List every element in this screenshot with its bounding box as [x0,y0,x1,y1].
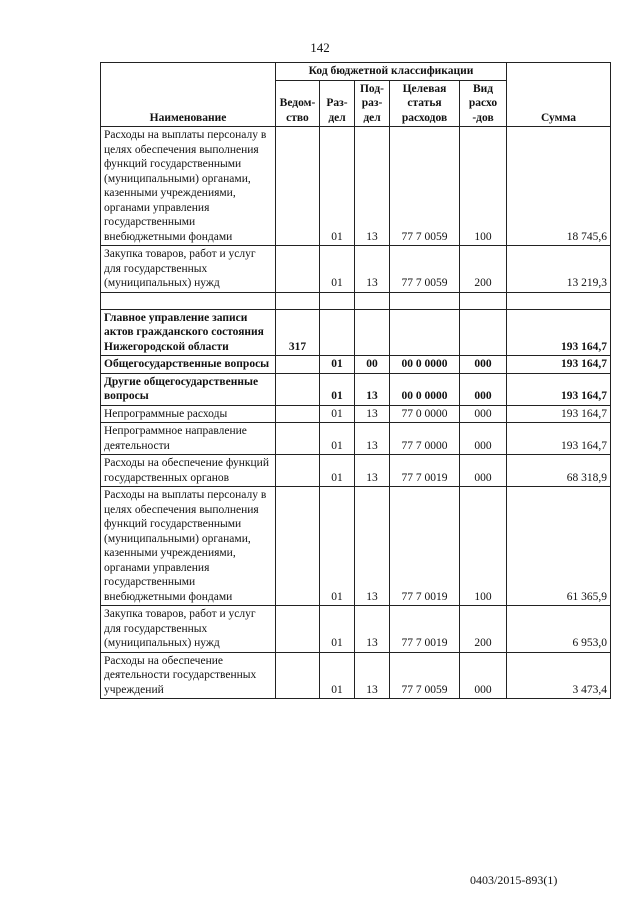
row-name: Общегосударственные вопросы [101,356,276,374]
row-exp-type: 200 [460,246,507,293]
row-name: Расходы на обеспечение функций государственных органов [101,455,276,487]
table-row [101,246,611,293]
row-subsection: 13 [355,455,390,487]
row-target: 77 7 0059 [390,127,460,246]
row-name: Непрограммные расходы [101,405,276,423]
table-row [101,309,611,356]
row-subsection: 13 [355,487,390,606]
table-body [101,127,611,699]
row-target [390,309,460,356]
header-sum: Сумма [507,63,611,127]
empty-cell [276,292,320,309]
row-exp-type [460,309,507,356]
row-target: 77 7 0000 [390,423,460,455]
table-row [101,423,611,455]
row-section: 01 [320,246,355,293]
row-dept [276,487,320,606]
header-name: Наименование [101,63,276,127]
row-exp-type: 000 [460,356,507,374]
row-target: 77 0 0000 [390,405,460,423]
row-subsection: 13 [355,246,390,293]
empty-cell [507,292,611,309]
row-name: Другие общегосударственные вопросы [101,373,276,405]
header-code-group: Код бюджетной классификации [276,63,507,81]
header-dept: Ведом-ство [276,80,320,127]
table-row [101,127,611,246]
header-subsection: Под-раз-дел [355,80,390,127]
row-sum: 193 164,7 [507,356,611,374]
table-row [101,373,611,405]
row-sum: 193 164,7 [507,423,611,455]
row-target: 77 7 0059 [390,246,460,293]
page-number: 142 [310,40,330,55]
row-dept [276,373,320,405]
row-subsection: 13 [355,405,390,423]
table-row [101,405,611,423]
row-exp-type: 100 [460,127,507,246]
row-dept [276,423,320,455]
row-name: Главное управление записи актов гражданского состояния Нижегородской области [101,309,276,356]
row-subsection: 13 [355,423,390,455]
row-subsection: 13 [355,606,390,653]
row-dept [276,127,320,246]
row-subsection: 00 [355,356,390,374]
row-section: 01 [320,127,355,246]
row-name: Расходы на выплаты персоналу в целях обеспечения выполнения функций государственными (муниципальными) органами, казенными учреждениями, органами управления государственными внебюджетными фондами [101,487,276,606]
row-sum: 193 164,7 [507,373,611,405]
row-target: 77 7 0059 [390,652,460,699]
row-section: 01 [320,356,355,374]
row-exp-type: 000 [460,373,507,405]
row-sum: 3 473,4 [507,652,611,699]
row-subsection: 13 [355,652,390,699]
row-dept [276,652,320,699]
empty-cell [390,292,460,309]
table-row [101,487,611,606]
row-target: 77 7 0019 [390,487,460,606]
row-exp-type: 000 [460,423,507,455]
table-row [101,356,611,374]
row-exp-type: 000 [460,455,507,487]
row-subsection: 13 [355,127,390,246]
row-subsection: 13 [355,373,390,405]
row-sum: 61 365,9 [507,487,611,606]
footer-code: 0403/2015-893(1) [470,873,558,887]
table-row [101,652,611,699]
row-dept [276,455,320,487]
budget-table [100,62,611,699]
row-target: 77 7 0019 [390,606,460,653]
row-name: Расходы на выплаты персоналу в целях обеспечения выполнения функций государственными (муниципальными) органами, казенными учреждениями, органами управления государственными внебюджетными фондами [101,127,276,246]
row-section [320,309,355,356]
row-section: 01 [320,606,355,653]
row-exp-type: 000 [460,405,507,423]
empty-cell [355,292,390,309]
row-name: Непрограммное направление деятельности [101,423,276,455]
row-sum: 6 953,0 [507,606,611,653]
row-section: 01 [320,652,355,699]
row-section: 01 [320,423,355,455]
table-row [101,455,611,487]
row-name: Расходы на обеспечение деятельности государственных учреждений [101,652,276,699]
row-dept [276,606,320,653]
row-sum: 193 164,7 [507,309,611,356]
row-dept [276,356,320,374]
row-target: 00 0 0000 [390,356,460,374]
row-target: 00 0 0000 [390,373,460,405]
table-row [101,606,611,653]
row-sum: 193 164,7 [507,405,611,423]
empty-cell [320,292,355,309]
header-section: Раз-дел [320,80,355,127]
row-section: 01 [320,373,355,405]
row-sum: 13 219,3 [507,246,611,293]
row-dept [276,246,320,293]
header-exp-type: Вид расхо -дов [460,80,507,127]
empty-cell [460,292,507,309]
spacer-row [101,292,611,309]
row-subsection [355,309,390,356]
row-section: 01 [320,487,355,606]
row-exp-type: 000 [460,652,507,699]
row-dept [276,405,320,423]
row-dept: 317 [276,309,320,356]
header-target: Целевая статья расходов [390,80,460,127]
row-section: 01 [320,455,355,487]
row-name: Закупка товаров, работ и услуг для государственных (муниципальных) нужд [101,606,276,653]
row-sum: 68 318,9 [507,455,611,487]
row-name: Закупка товаров, работ и услуг для государственных (муниципальных) нужд [101,246,276,293]
row-exp-type: 200 [460,606,507,653]
empty-cell [101,292,276,309]
row-section: 01 [320,405,355,423]
row-sum: 18 745,6 [507,127,611,246]
row-exp-type: 100 [460,487,507,606]
row-target: 77 7 0019 [390,455,460,487]
